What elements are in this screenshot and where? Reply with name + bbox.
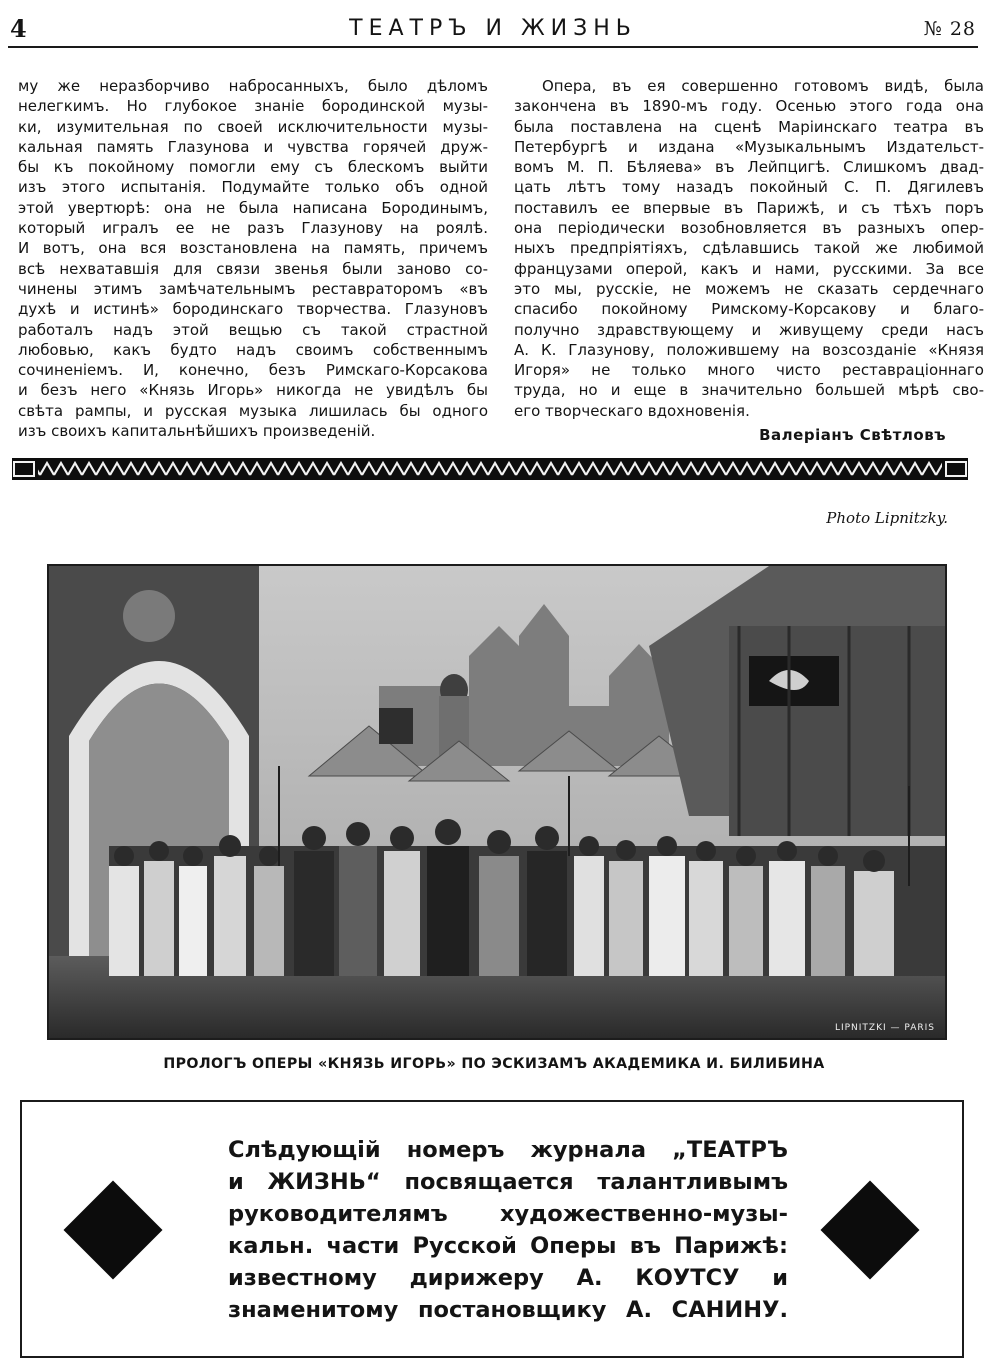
text-line: любовью, какъ будто надъ своимъ собственнымъ <box>18 340 488 359</box>
text-line: сочиненіемъ. И, конечно, безъ Римскаго-Корсакова <box>18 361 488 380</box>
text-line: труда, но и еще в значительно большей мѣрѣ сво- <box>514 381 984 400</box>
text-line: ки, изумительная по своей исключительности музы- <box>18 117 488 136</box>
announcement-box <box>20 1100 964 1358</box>
text-line: Опера, въ ея совершенно готовомъ видѣ, была <box>542 77 984 95</box>
text-line: это мы, русскіе, не можемъ не сказать сердечнаго <box>514 279 984 298</box>
text-line: поставилъ ее впервые въ Парижѣ, и съ тѣхъ поръ <box>514 198 984 217</box>
text-line: была поставлена на сценѣ Маріинскаго театра въ <box>514 117 984 136</box>
text-line: му же неразборчиво набросанныхъ, было дѣломъ <box>18 77 488 95</box>
issue-number: № 28 <box>923 18 976 40</box>
text-line: духѣ и истинѣ» бородинскаго творчества. Глазуновъ <box>18 300 488 319</box>
text-line: французами оперой, какъ и нами, русскими. За все <box>514 259 984 278</box>
announcement-line: знаменитому постановщику А. САНИНУ. <box>228 1297 788 1323</box>
stage-scene-illustration <box>49 566 945 1038</box>
page-number: 4 <box>10 14 27 43</box>
announcement-line: руководителямъ художественно-музы- <box>228 1201 788 1227</box>
article-left-column <box>18 76 488 441</box>
text-line: ныхъ предпріятіяхъ, сдѣлавшись такой же любимой <box>514 239 984 258</box>
text-line: и безъ него «Князь Игорь» никогда не увидѣлъ бы <box>18 381 488 400</box>
announcement-line: и ЖИЗНЬ“ посвящается талантливымъ <box>228 1169 788 1195</box>
text-line: свѣта рампы, и русская музыка лишилась бы одного <box>18 401 488 420</box>
text-line: И вотъ, она вся возстановлена на память, причемъ <box>18 239 488 258</box>
text-line: кальная память Глазунова и чувства горячей друж- <box>18 137 488 156</box>
text-line: А. К. Глазунову, положившему на возсозданіе «Князя <box>514 340 984 359</box>
stage-photograph <box>47 564 947 1040</box>
photo-caption: ПРОЛОГЪ ОПЕРЫ «КНЯЗЬ ИГОРЬ» ПО ЭСКИЗАМЪ АКАДЕМИКА И. БИЛИБИНА <box>163 1056 825 1072</box>
author-signature: Валеріанъ Свѣтловъ <box>759 426 946 444</box>
announcement-text <box>228 1134 788 1326</box>
text-line: его творческаго вдохновенія. <box>514 401 750 420</box>
text-line: работалъ надъ этой вещью съ такой страстной <box>18 320 488 339</box>
text-line: получно здравствующему и живущему среди насъ <box>514 320 984 339</box>
diamond-ornament-right <box>821 1181 920 1280</box>
text-line: она періодически возобновляется въ разныхъ опер- <box>514 219 984 238</box>
header-rule <box>8 46 978 48</box>
text-line: цать лѣтъ тому назадъ покойный С. П. Дягилевъ <box>514 178 984 197</box>
text-line: всѣ нехватавшія для связи звенья были заново со- <box>18 259 488 278</box>
ornamental-band <box>12 458 968 480</box>
text-line: спасибо покойному Римскому-Корсакову и благо- <box>514 300 984 319</box>
text-line: этой увертюрѣ: она не была написана Бородинымъ, <box>18 198 488 217</box>
text-line: Петербургѣ и издана «Музыкальнымъ Издательст- <box>514 137 984 156</box>
text-line: который игралъ ее не разъ Глазунову на роялѣ. <box>18 219 488 238</box>
photo-watermark: LIPNITZKI — PARIS <box>834 1023 935 1033</box>
article-right-column <box>514 76 984 421</box>
announcement-line: кальн. части Русской Оперы въ Парижѣ: <box>228 1233 788 1259</box>
text-line: чинены этимъ замѣчательнымъ реставраторомъ «въ <box>18 279 488 298</box>
running-head <box>10 14 976 46</box>
announcement-line: известному дирижеру А. КОУТСУ и <box>228 1265 788 1291</box>
text-line: вомъ М. П. Бѣляева» въ Лейпцигѣ. Слишкомъ двад- <box>514 158 984 177</box>
text-line: нелегкимъ. Но глубокое знаніе бородинской музы- <box>18 97 488 116</box>
photo-credit: Photo Lipnitzky. <box>826 509 948 527</box>
text-line: изъ своихъ капитальнѣйшихъ произведеній. <box>18 422 376 441</box>
diamond-ornament-left <box>64 1181 163 1280</box>
text-line: Игоря» не только много чисто реставраціоннаго <box>514 361 984 380</box>
masthead: ТЕАТРЪ И ЖИЗНЬ <box>349 16 637 41</box>
announcement-line: Слѣдующій номеръ журнала „ТЕАТРЪ <box>228 1137 788 1163</box>
text-line: изъ этого испытанія. Подумайте только объ одной <box>18 178 488 197</box>
text-line: бы къ покойному помогли ему съ блескомъ выйти <box>18 158 488 177</box>
text-line: закончена въ 1890-мъ году. Осенью этого года она <box>514 97 984 116</box>
